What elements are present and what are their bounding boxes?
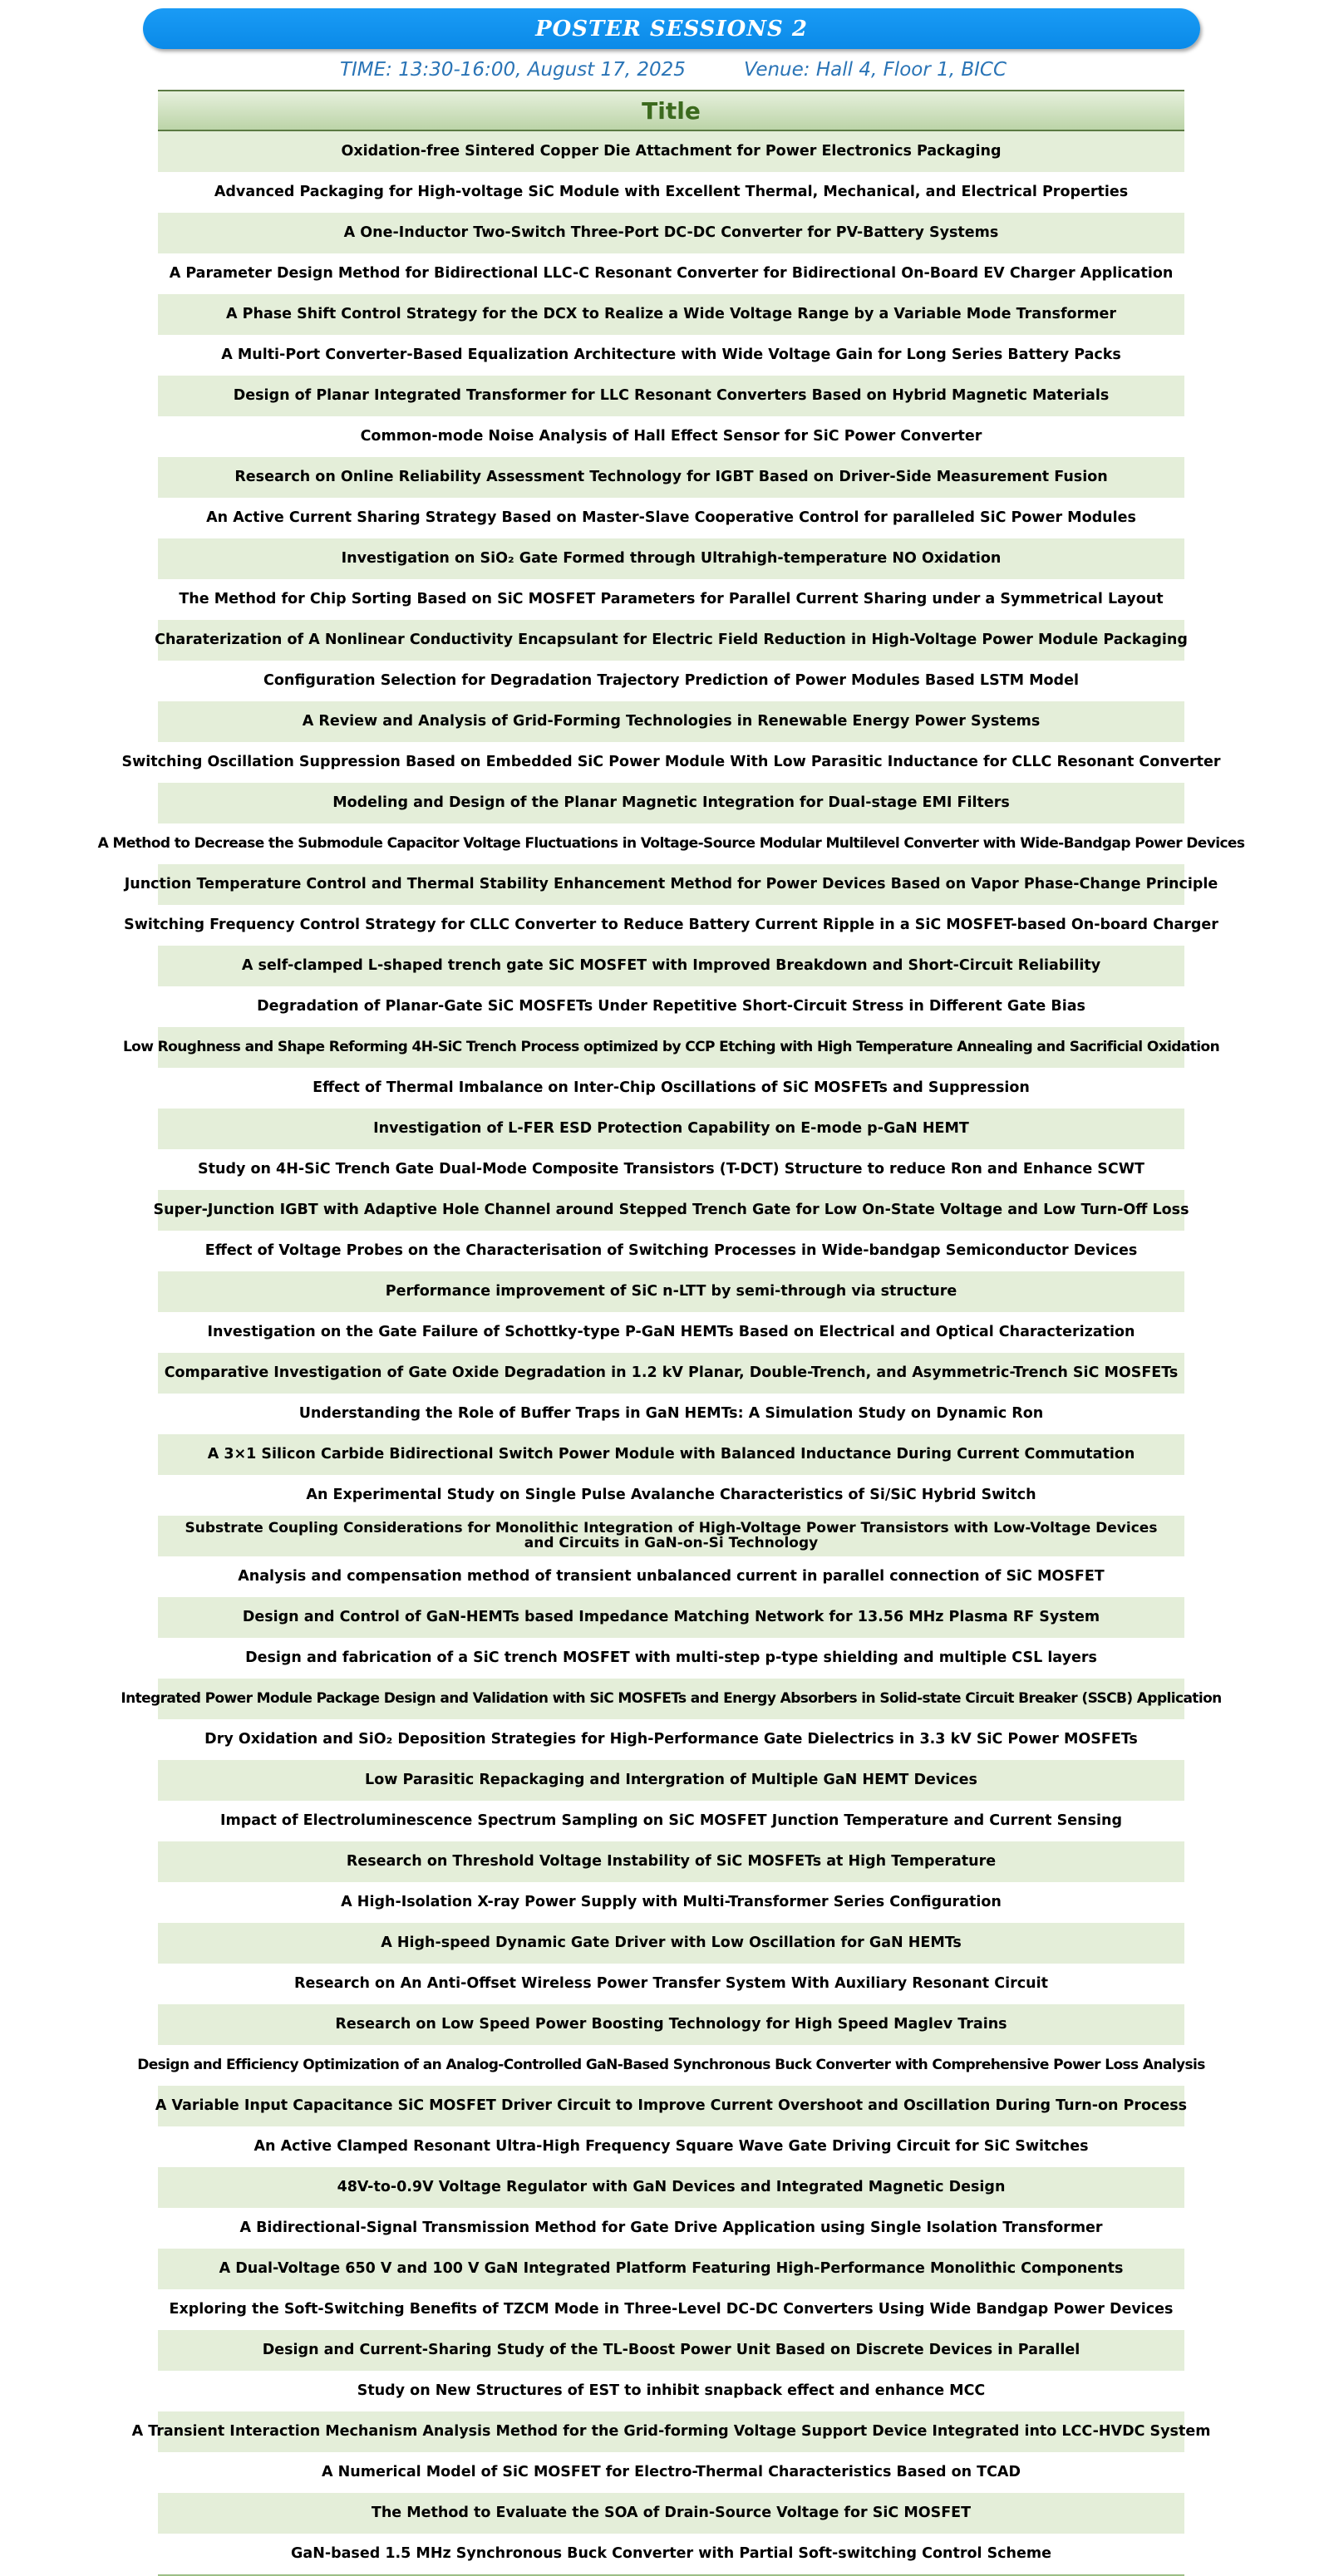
table-row: Degradation of Planar-Gate SiC MOSFETs Under Repetitive Short-Circuit Stress in Different Gate Bias [158,986,1184,1027]
table-row: A Parameter Design Method for Bidirectional LLC-C Resonant Converter for Bidirectional On-Board EV Charger Application [158,253,1184,294]
table-row: Design and Current-Sharing Study of the TL-Boost Power Unit Based on Discrete Devices in Parallel [158,2330,1184,2371]
table-row: Substrate Coupling Considerations for Monolithic Integration of High-Voltage Power Transistors with Low-Voltage Devices and Circuits in GaN-on-Si Technology [158,1516,1184,1556]
table-row: Effect of Thermal Imbalance on Inter-Chip Oscillations of SiC MOSFETs and Suppression [158,1068,1184,1109]
session-banner [143,8,1200,49]
table-row: A Numerical Model of SiC MOSFET for Electro-Thermal Characteristics Based on TCAD [158,2452,1184,2493]
table-row: A Dual-Voltage 650 V and 100 V GaN Integrated Platform Featuring High-Performance Monolithic Components [158,2249,1184,2289]
table-body [97,131,1245,2574]
table-row: A Review and Analysis of Grid-Forming Technologies in Renewable Energy Power Systems [158,701,1184,742]
table-row: Design and Efficiency Optimization of an Analog-Controlled GaN-Based Synchronous Buck Converter with Comprehensive Power Loss Analysis [158,2045,1184,2086]
table-row: 48V-to-0.9V Voltage Regulator with GaN Devices and Integrated Magnetic Design [158,2167,1184,2208]
session-title: POSTER SESSIONS 2 [535,16,808,42]
table-row: An Active Current Sharing Strategy Based on Master-Slave Cooperative Control for paralleled SiC Power Modules [158,498,1184,538]
table-row: A Phase Shift Control Strategy for the DCX to Realize a Wide Voltage Range by a Variable Mode Transformer [158,294,1184,335]
table-row: Charaterization of A Nonlinear Conductivity Encapsulant for Electric Field Reduction in High-Voltage Power Module Packaging [158,620,1184,661]
table-row: Investigation on the Gate Failure of Schottky-type P-GaN HEMTs Based on Electrical and Optical Characterization [158,1312,1184,1353]
table-row: Effect of Voltage Probes on the Characterisation of Switching Processes in Wide-bandgap Semiconductor Devices [158,1231,1184,1271]
table-row: Modeling and Design of the Planar Magnetic Integration for Dual-stage EMI Filters [158,783,1184,823]
table-row: An Experimental Study on Single Pulse Avalanche Characteristics of Si/SiC Hybrid Switch [158,1475,1184,1516]
table-row: Junction Temperature Control and Thermal Stability Enhancement Method for Power Devices Based on Vapor Phase-Change Principle [158,864,1184,905]
table-row: Low Parasitic Repackaging and Intergration of Multiple GaN HEMT Devices [158,1760,1184,1801]
table-row: A self-clamped L-shaped trench gate SiC MOSFET with Improved Breakdown and Short-Circuit Reliability [158,946,1184,986]
table-row: GaN-based 1.5 MHz Synchronous Buck Converter with Partial Soft-switching Control Scheme [158,2534,1184,2574]
table-row: Configuration Selection for Degradation Trajectory Prediction of Power Modules Based LSTM Model [158,661,1184,701]
table-row: Exploring the Soft-Switching Benefits of TZCM Mode in Three-Level DC-DC Converters Using Wide Bandgap Power Devices [158,2289,1184,2330]
table-row: Switching Frequency Control Strategy for CLLC Converter to Reduce Battery Current Ripple in a SiC MOSFET-based On-board Charger [158,905,1184,946]
table-row: The Method to Evaluate the SOA of Drain-Source Voltage for SiC MOSFET [158,2493,1184,2534]
table-row: Study on 4H-SiC Trench Gate Dual-Mode Composite Transistors (T-DCT) Structure to reduce Ron and Enhance SCWT [158,1149,1184,1190]
table-row: Design and Control of GaN-HEMTs based Impedance Matching Network for 13.56 MHz Plasma RF System [158,1597,1184,1638]
table-row: Research on Threshold Voltage Instability of SiC MOSFETs at High Temperature [158,1841,1184,1882]
table-row: Investigation on SiO₂ Gate Formed through Ultrahigh-temperature NO Oxidation [158,538,1184,579]
table-row: Investigation of L-FER ESD Protection Capability on E-mode p-GaN HEMT [158,1109,1184,1149]
table-row: Design and fabrication of a SiC trench MOSFET with multi-step p-type shielding and multiple CSL layers [158,1638,1184,1679]
table-row: A High-speed Dynamic Gate Driver with Low Oscillation for GaN HEMTs [158,1923,1184,1964]
table-row: Low Roughness and Shape Reforming 4H-SiC Trench Process optimized by CCP Etching with High Temperature Annealing and Sacrificial Oxidation [158,1027,1184,1068]
table-row: Comparative Investigation of Gate Oxide Degradation in 1.2 kV Planar, Double-Trench, and Asymmetric-Trench SiC MOSFETs [158,1353,1184,1394]
table-row: Advanced Packaging for High-voltage SiC Module with Excellent Thermal, Mechanical, and Electrical Properties [158,172,1184,213]
table-row: An Active Clamped Resonant Ultra-High Frequency Square Wave Gate Driving Circuit for SiC Switches [158,2126,1184,2167]
table-row: Performance improvement of SiC n-LTT by semi-through via structure [158,1271,1184,1312]
poster-table [97,90,1245,2576]
table-row: Super-Junction IGBT with Adaptive Hole Channel around Stepped Trench Gate for Low On-State Voltage and Low Turn-Off Loss [158,1190,1184,1231]
table-row: A High-Isolation X-ray Power Supply with Multi-Transformer Series Configuration [158,1882,1184,1923]
table-row: Integrated Power Module Package Design and Validation with SiC MOSFETs and Energy Absorbers in Solid-state Circuit Breaker (SSCB) Application [158,1679,1184,1719]
table-row: Understanding the Role of Buffer Traps in GaN HEMTs: A Simulation Study on Dynamic Ron [158,1394,1184,1434]
table-header: Title [158,91,1184,131]
table-row: Research on Low Speed Power Boosting Technology for High Speed Maglev Trains [158,2004,1184,2045]
table-row: A Transient Interaction Mechanism Analysis Method for the Grid-forming Voltage Support Device Integrated into LCC-HVDC System [158,2411,1184,2452]
table-row: Design of Planar Integrated Transformer for LLC Resonant Converters Based on Hybrid Magnetic Materials [158,376,1184,416]
table-row: Research on Online Reliability Assessment Technology for IGBT Based on Driver-Side Measurement Fusion [158,457,1184,498]
table-row: Dry Oxidation and SiO₂ Deposition Strategies for High-Performance Gate Dielectrics in 3.3 kV SiC Power MOSFETs [158,1719,1184,1760]
table-row: A Method to Decrease the Submodule Capacitor Voltage Fluctuations in Voltage-Source Modular Multilevel Converter with Wide-Bandgap Power Devices [158,823,1184,864]
table-row: Oxidation-free Sintered Copper Die Attachment for Power Electronics Packaging [158,131,1184,172]
table-row: A Multi-Port Converter-Based Equalization Architecture with Wide Voltage Gain for Long Series Battery Packs [158,335,1184,376]
table-row: The Method for Chip Sorting Based on SiC MOSFET Parameters for Parallel Current Sharing under a Symmetrical Layout [158,579,1184,620]
table-row: A 3×1 Silicon Carbide Bidirectional Switch Power Module with Balanced Inductance During Current Commutation [158,1434,1184,1475]
session-time: TIME: 13:30-16:00, August 17, 2025 [339,59,686,81]
table-row: Study on New Structures of EST to inhibit snapback effect and enhance MCC [158,2371,1184,2411]
table-row: Common-mode Noise Analysis of Hall Effect Sensor for SiC Power Converter [158,416,1184,457]
table-row: Research on An Anti-Offset Wireless Power Transfer System With Auxiliary Resonant Circuit [158,1964,1184,2004]
session-info [158,53,1189,86]
session-venue: Venue: Hall 4, Floor 1, BICC [743,59,1007,81]
table-row: Analysis and compensation method of transient unbalanced current in parallel connection of SiC MOSFET [158,1556,1184,1597]
table-row: Switching Oscillation Suppression Based on Embedded SiC Power Module With Low Parasitic Inductance for CLLC Resonant Converter [158,742,1184,783]
table-row: Impact of Electroluminescence Spectrum Sampling on SiC MOSFET Junction Temperature and Current Sensing [158,1801,1184,1841]
table-row: A One-Inductor Two-Switch Three-Port DC-DC Converter for PV-Battery Systems [158,213,1184,253]
table-row: A Variable Input Capacitance SiC MOSFET Driver Circuit to Improve Current Overshoot and Oscillation During Turn-on Process [158,2086,1184,2126]
table-row: A Bidirectional-Signal Transmission Method for Gate Drive Application using Single Isolation Transformer [158,2208,1184,2249]
